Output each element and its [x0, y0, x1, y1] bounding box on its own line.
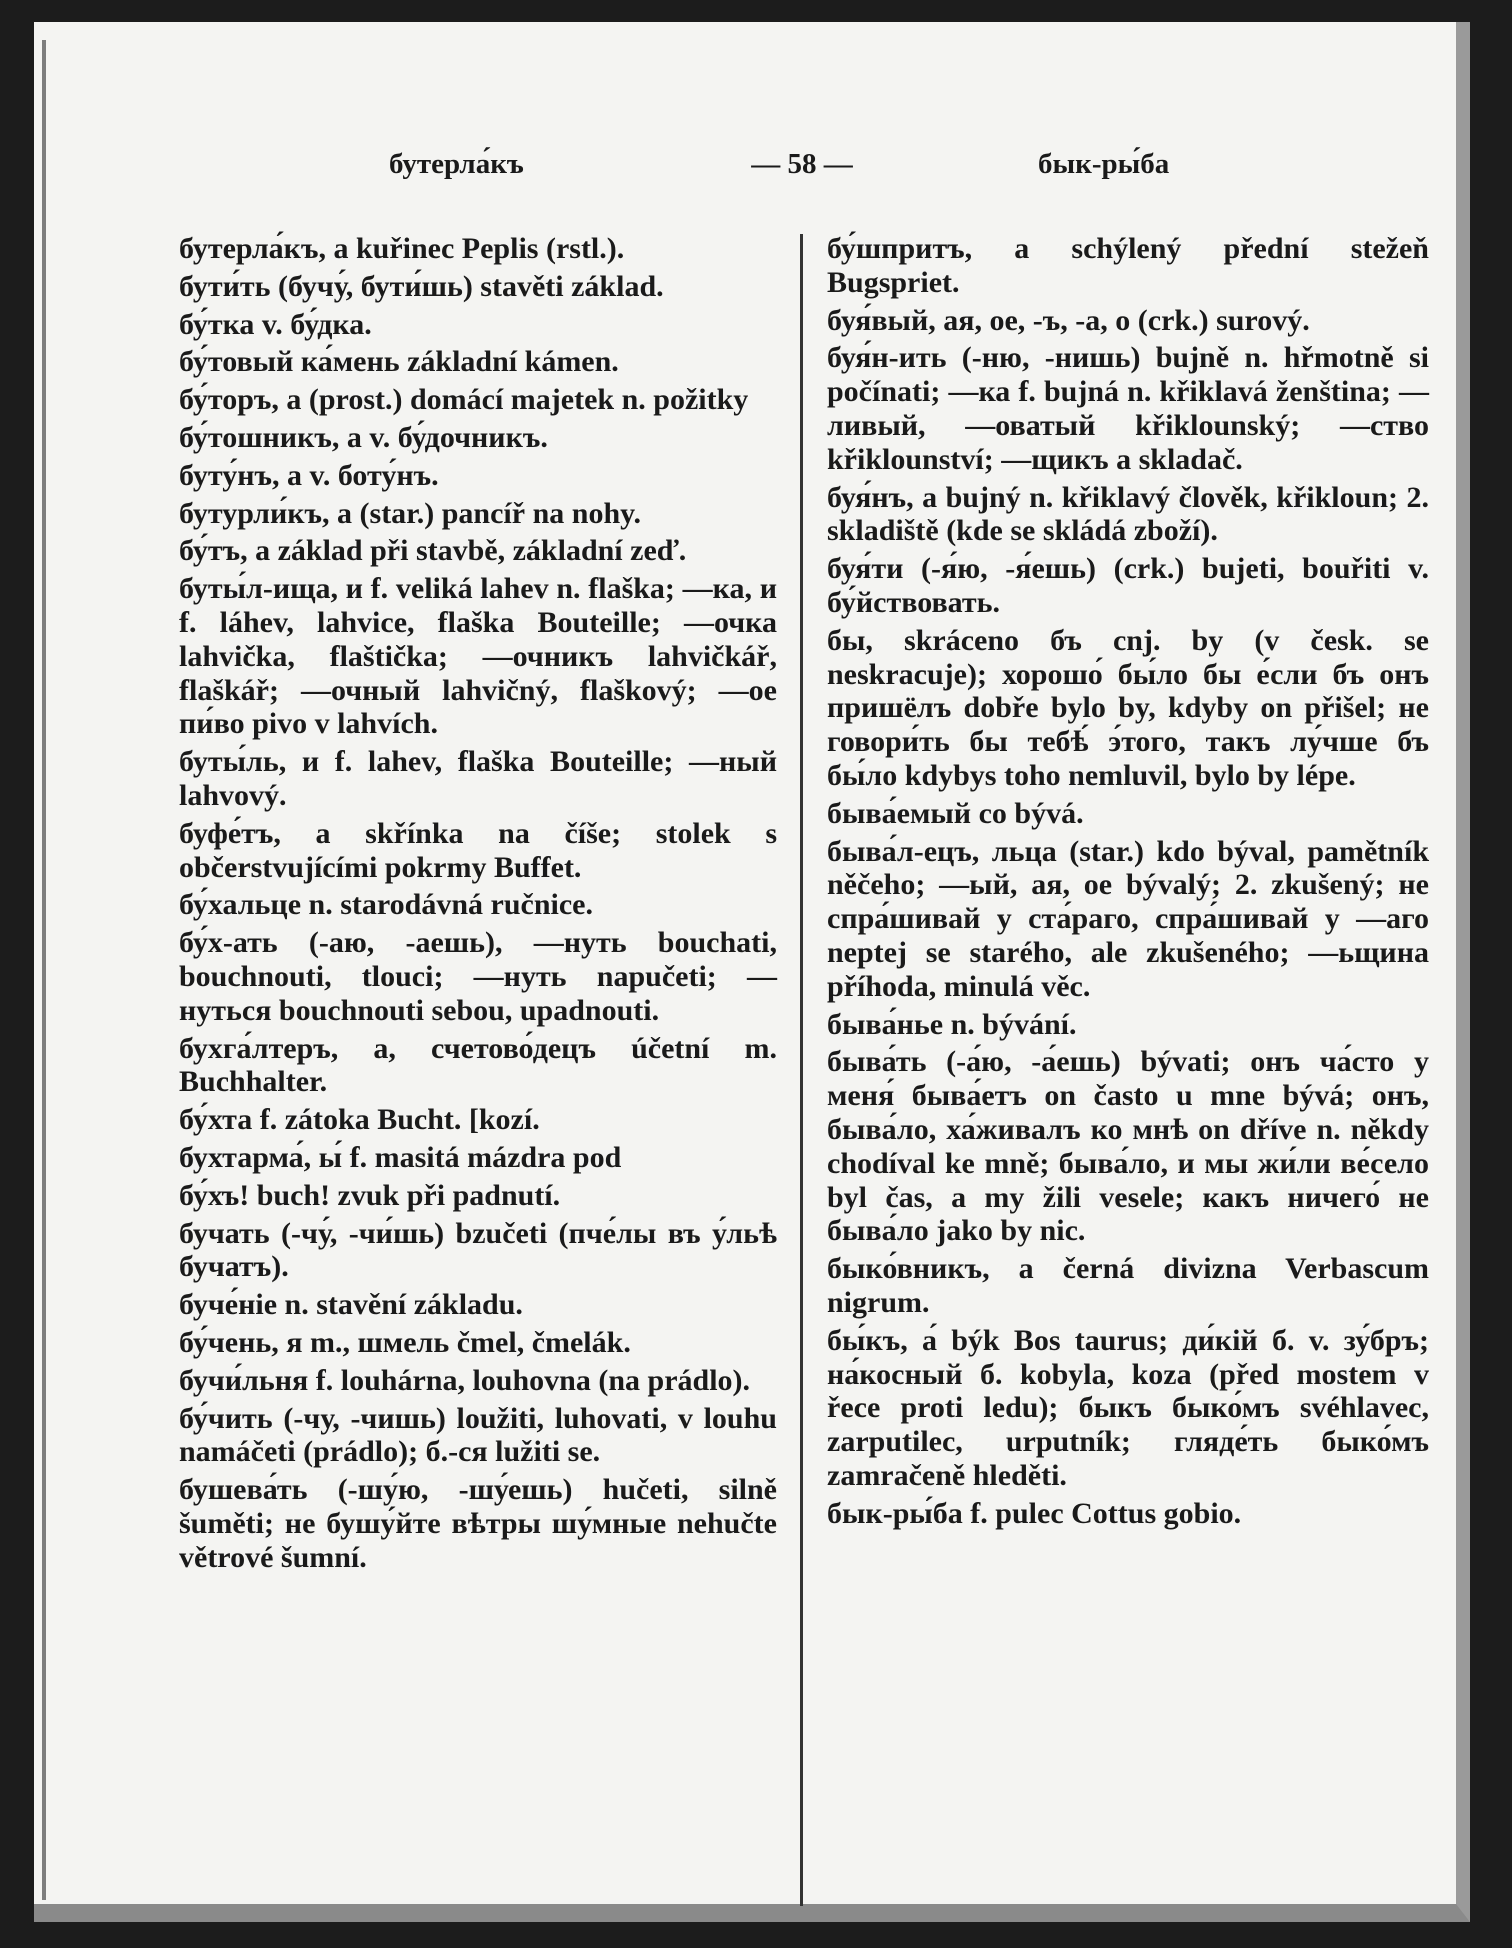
dictionary-entry: буя́ти (-я́ю, -я́ешь) (crk.) bujeti, bouřiti v. бу́йствовать. — [827, 552, 1429, 619]
dictionary-entry: бу́торъ, а (prost.) domácí majetek n. požitky — [179, 383, 749, 417]
dictionary-entry: бу́шпритъ, а schýlený přední stežeň Bugspriet. — [827, 232, 1429, 299]
left-column — [179, 232, 777, 1578]
dictionary-entry: быва́л-ецъ, льца (star.) kdo býval, pamětník něčeho; —ый, ая, ое bývalý; 2. zkušený; не спра́шивай у ста́раго, спра́шивай у —аго neptej se starého, ale zkušeného; —ьщина příhoda, minulá věc. — [827, 834, 1429, 1003]
dictionary-entry: бучи́льня f. louhárna, louhovna (na prádlo). — [179, 1363, 751, 1397]
dictionary-entry: бы́къ, а́ býk Bos taurus; ди́кій б. v. зу́бръ; на́косный б. kobyla, koza (před mostem v řece proti ledu); быкъ быко́мъ svéhlavec, zarputilec, urputník; гляде́ть быко́мъ zamračeně hleděti. — [827, 1323, 1429, 1492]
dictionary-entry: бу́чень, я m., шмель čmel, čmelák. — [179, 1325, 631, 1359]
dictionary-entry: быко́вникъ, а černá divizna Verbascum nigrum. — [827, 1252, 1429, 1319]
header-right-guide-word: бык-ры́ба — [1038, 148, 1170, 180]
dictionary-entry: буя́вый, ая, ое, -ъ, -а, о (crk.) surový. — [827, 303, 1310, 337]
dictionary-entry: быва́емый со bývá. — [827, 796, 1084, 830]
dictionary-entry: бу́чить (-чу, -чишь) loužiti, luhovati, v louhu namáčeti (prádlo); б.-ся lužiti se. — [179, 1401, 777, 1469]
dictionary-entry: бу́хальце n. starodávná ručnice. — [179, 888, 593, 922]
dictionary-entry: буя́н-ить (-ню, -нишь) bujně n. hřmotně si počínati; —ка f. bujná n. křiklavá ženština; —ливый, —оватый křiklounský; —ство křiklounství; —щикъ a skladač. — [827, 341, 1429, 476]
page-number: — 58 — — [751, 148, 853, 180]
dictionary-entry: бу́тошникъ, а v. бу́дочникъ. — [179, 420, 548, 454]
dictionary-entry: бу́хта f. zátoka Bucht. [kozí. — [179, 1103, 540, 1137]
dictionary-entry: бы, skráceno бъ cnj. by (v česk. se neskracuje); хорошо́ бы́ло бы е́сли бъ онъ пришёлъ dobře bylo by, kdyby on přišel; не говори́ть бы тебѣ́ э́того, такъ лу́чше бъ бы́ло kdybys toho nemluvil, bylo by lépe. — [827, 623, 1429, 792]
dictionary-entry: бу́тъ, а základ při stavbě, základní zeď. — [179, 534, 687, 568]
dictionary-entry: бухтарма́, ы́ f. masitá mázdra pod — [179, 1140, 622, 1174]
dictionary-entry: бу́хъ! buch! zvuk při padnutí. — [179, 1178, 561, 1212]
dictionary-entry: буты́ль, и f. lahev, flaška Bouteille; —ный lahvový. — [179, 745, 777, 812]
header-left-guide-word: бутерла́къ — [389, 148, 524, 180]
dictionary-entry: буя́нъ, а bujný n. křiklavý člověk, křikloun; 2. skladiště (kde se skládá zboží). — [827, 480, 1429, 548]
dictionary-entry: буты́л-ища, и f. veliká lahev n. flaška; —ка, и f. láhev, lahvice, flaška Bouteille; —очка lahvička, flaštička; —очникъ lahvičkář, flaškář; —очный lahvičný, flaškový; —ое пи́во pivo v lahvích. — [179, 572, 777, 741]
dictionary-page — [34, 22, 1470, 1922]
dictionary-entry: бутурли́къ, а (star.) pancíř na nohy. — [179, 496, 641, 530]
dictionary-entry: бучать (-чу́, -чи́шь) bzučeti (пче́лы въ у́льѣ бучатъ). — [179, 1216, 777, 1284]
dictionary-entry: бухга́лтеръ, а, счетово́децъ účetní m. Buchhalter. — [179, 1031, 777, 1099]
dictionary-entry: буче́ніе n. stavění základu. — [179, 1288, 523, 1322]
dictionary-entry: быва́нье n. bývání. — [827, 1007, 1077, 1041]
dictionary-entry: бу́х-ать (-аю, -аешь), —нуть bouchati, bouchnouti, tlouci; —нуть napučeti; —нуться bouchnouti sebou, upadnouti. — [179, 926, 777, 1027]
dictionary-entry: бути́ть (бучу́, бути́шь) stavěti základ. — [179, 269, 664, 303]
dictionary-entry: быва́ть (-а́ю, -а́ешь) bývati; онъ ча́сто у меня́ быва́етъ on často u mne bývá; онъ, быва́ло, ха́живалъ ко мнѣ on dříve n. někdy chodíval ke mně; быва́ло, и мы жи́ли ве́село byl čas, a my žili vesele; какъ ничего́ не быва́ло jako by nic. — [827, 1045, 1429, 1248]
column-divider — [800, 234, 803, 1906]
scan-edge-line — [42, 40, 46, 1900]
right-column — [827, 232, 1429, 1534]
dictionary-entry: бутерла́къ, а kuřinec Peplis (rstl.). — [179, 232, 625, 265]
dictionary-entry: буфе́тъ, а skřínka na číše; stolek s občerstvujícími pokrmy Buffet. — [179, 816, 777, 884]
dictionary-entry: бу́товый ка́мень základní kámen. — [179, 345, 619, 379]
dictionary-entry: бу́тка v. бу́дка. — [179, 307, 372, 341]
dictionary-entry: бушева́ть (-шу́ю, -шу́ешь) hučeti, silně šuměti; не бушу́йте вѣтры шу́мные nehučte větrové šumní. — [179, 1473, 777, 1574]
dictionary-entry: буту́нъ, а v. боту́нъ. — [179, 458, 439, 492]
page-header — [34, 148, 1456, 194]
dictionary-entry: бык-ры́ба f. pulec Cottus gobio. — [827, 1496, 1242, 1530]
